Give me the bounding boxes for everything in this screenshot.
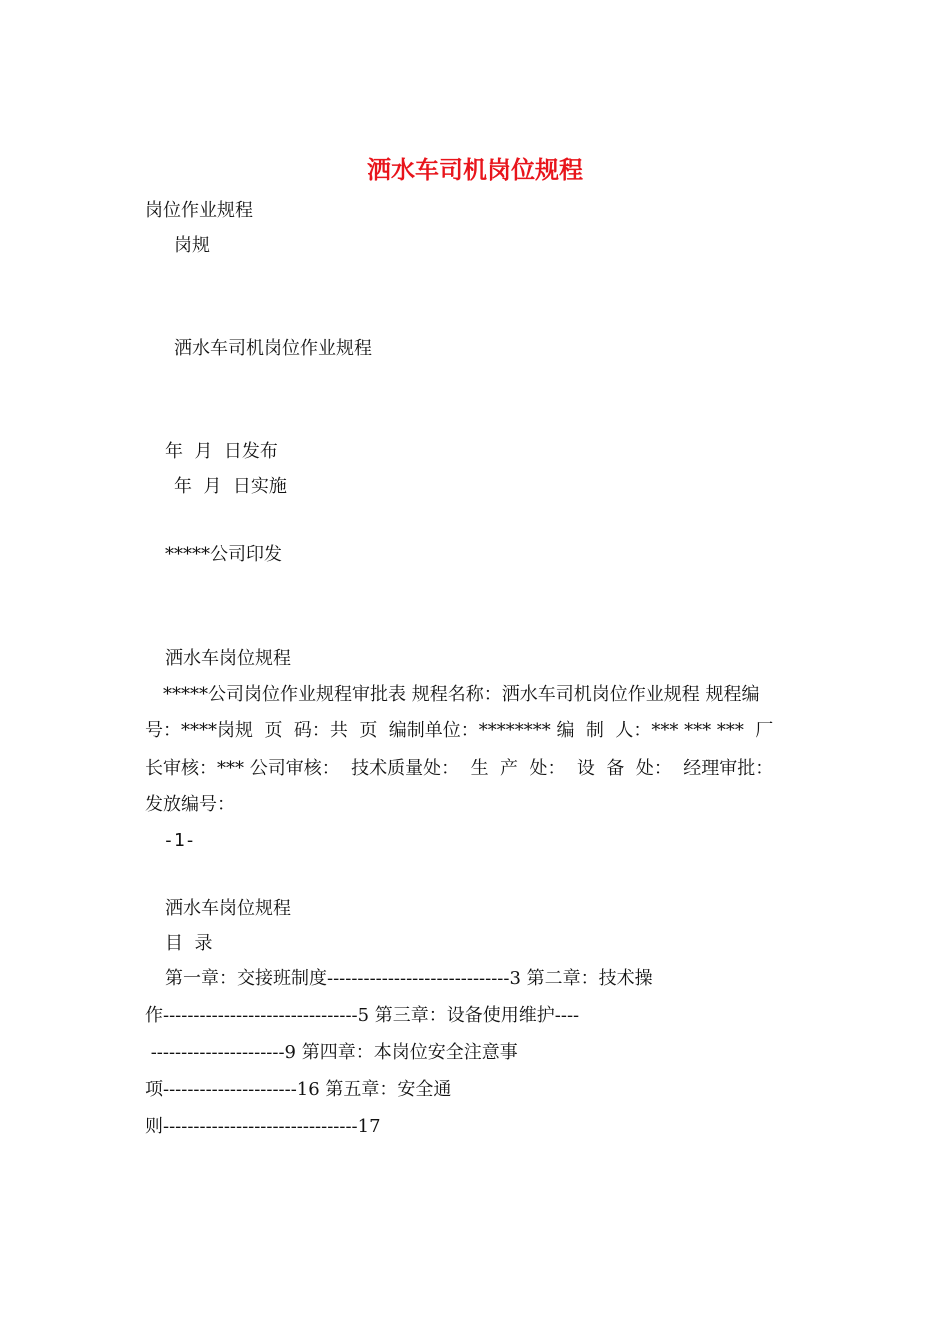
toc-line-5: 则--------------------------------17: [145, 1116, 381, 1137]
toc-line-3: ----------------------9 第四章：本岗位安全注意事: [145, 1042, 518, 1063]
page-number: -1-: [163, 830, 196, 851]
approval-text-2: 号：****岗规 页 码：共 页 编制单位：******** 编 制 人：*** *** *** 厂: [145, 720, 774, 741]
code-line: 岗规: [174, 235, 210, 256]
issuer-line: *****公司印发: [165, 544, 282, 565]
toc-heading: 目 录: [165, 933, 213, 954]
approval-text-4: 发放编号：: [145, 794, 235, 815]
approval-text-1: *****公司岗位作业规程审批表 规程名称：洒水车司机岗位作业规程 规程编: [163, 684, 760, 705]
approval-text-3: 长审核：*** 公司审核： 技术质量处： 生 产 处： 设 备 处： 经理审批：: [145, 758, 774, 779]
toc-line-2: 作--------------------------------5 第三章：设备使用维护----: [145, 1005, 580, 1026]
procedure-name-line: 洒水车司机岗位作业规程: [174, 338, 372, 359]
effective-date-line: 年 月 日实施: [174, 476, 287, 497]
section-header-2: 洒水车岗位规程: [165, 898, 291, 919]
toc-line-1: 第一章：交接班制度------------------------------3 第二章：技术操: [165, 968, 653, 989]
category-line: 岗位作业规程: [145, 200, 253, 221]
section-header: 洒水车岗位规程: [165, 648, 291, 669]
toc-line-4: 项----------------------16 第五章：安全通: [145, 1079, 452, 1100]
document-title: 洒水车司机岗位规程: [367, 155, 583, 184]
publish-date-line: 年 月 日发布: [165, 441, 278, 462]
